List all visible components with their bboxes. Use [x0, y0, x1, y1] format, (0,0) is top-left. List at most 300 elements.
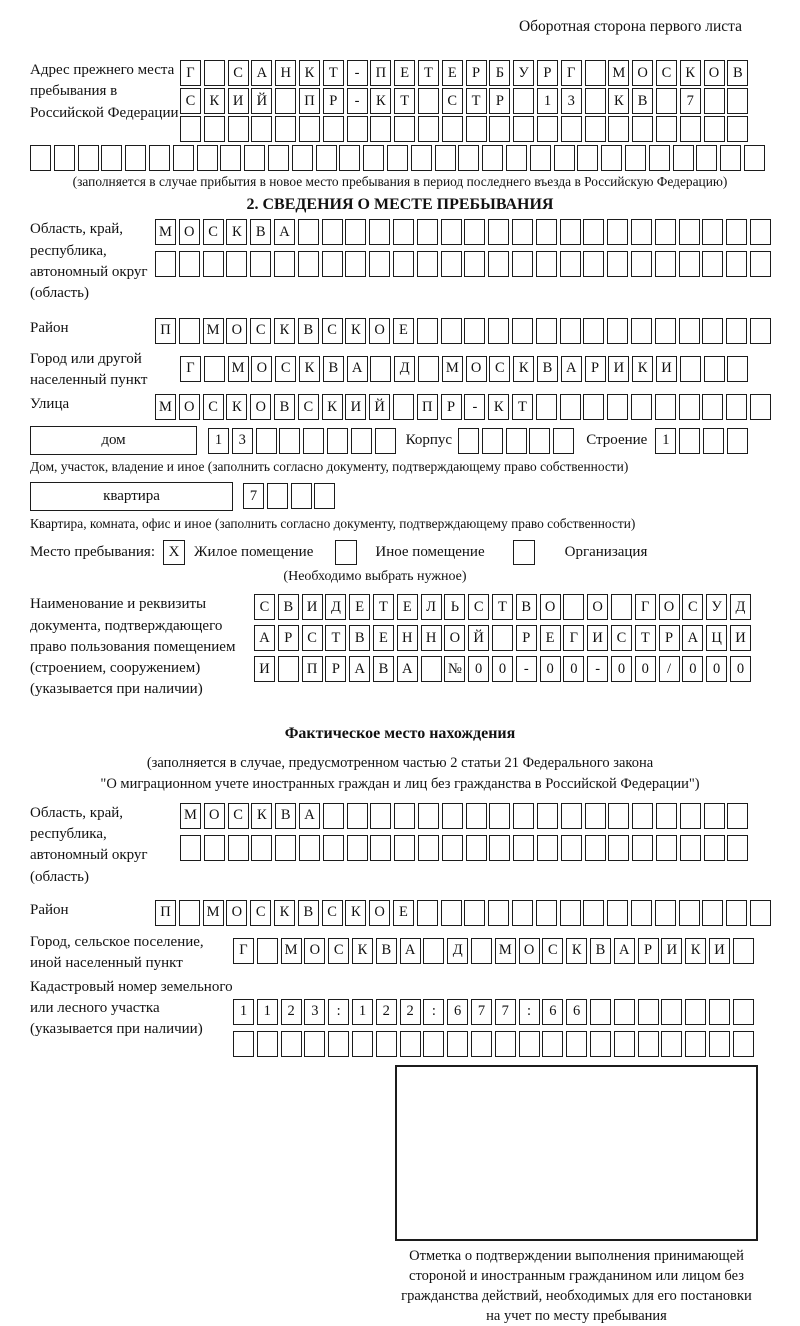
char-cell[interactable] [316, 145, 337, 171]
char-cell[interactable]: С [180, 88, 201, 114]
char-cell[interactable]: Р [466, 60, 487, 86]
char-cell[interactable] [590, 999, 611, 1025]
char-cell[interactable] [703, 428, 724, 454]
region-row-1[interactable] [155, 219, 771, 245]
char-cell[interactable]: 0 [611, 656, 632, 682]
char-cell[interactable]: С [228, 803, 249, 829]
residential-checkbox[interactable]: X [163, 540, 185, 565]
char-cell[interactable]: - [516, 656, 537, 682]
char-cell[interactable]: О [179, 394, 200, 420]
char-cell[interactable] [466, 835, 487, 861]
char-cell[interactable] [661, 1031, 682, 1057]
char-cell[interactable] [417, 251, 438, 277]
char-cell[interactable]: П [299, 88, 320, 114]
stroenie-row[interactable] [655, 428, 747, 454]
char-cell[interactable]: С [275, 356, 296, 382]
char-cell[interactable]: 7 [471, 999, 492, 1025]
char-cell[interactable]: - [464, 394, 485, 420]
char-cell[interactable] [614, 999, 635, 1025]
char-cell[interactable] [560, 900, 581, 926]
char-cell[interactable]: 1 [257, 999, 278, 1025]
char-cell[interactable] [495, 1031, 516, 1057]
char-cell[interactable] [607, 900, 628, 926]
char-cell[interactable]: С [468, 594, 489, 620]
char-cell[interactable]: Н [275, 60, 296, 86]
char-cell[interactable] [442, 835, 463, 861]
char-cell[interactable]: О [204, 803, 225, 829]
char-cell[interactable] [400, 1031, 421, 1057]
char-cell[interactable]: 0 [492, 656, 513, 682]
char-cell[interactable] [275, 88, 296, 114]
char-cell[interactable] [204, 116, 225, 142]
char-cell[interactable] [744, 145, 765, 171]
char-cell[interactable] [421, 656, 442, 682]
char-cell[interactable] [726, 251, 747, 277]
char-cell[interactable]: : [423, 999, 444, 1025]
char-cell[interactable] [631, 394, 652, 420]
char-cell[interactable] [655, 251, 676, 277]
char-cell[interactable]: Д [325, 594, 346, 620]
char-cell[interactable] [418, 803, 439, 829]
char-cell[interactable] [512, 251, 533, 277]
char-cell[interactable] [155, 251, 176, 277]
char-cell[interactable]: Е [393, 318, 414, 344]
char-cell[interactable] [655, 219, 676, 245]
char-cell[interactable] [513, 803, 534, 829]
char-cell[interactable] [464, 219, 485, 245]
char-cell[interactable] [471, 1031, 492, 1057]
actual-city-row[interactable] [233, 938, 754, 964]
char-cell[interactable] [727, 428, 748, 454]
char-cell[interactable] [387, 145, 408, 171]
char-cell[interactable]: 0 [563, 656, 584, 682]
char-cell[interactable] [375, 428, 396, 454]
char-cell[interactable] [583, 318, 604, 344]
district-row[interactable] [155, 318, 771, 344]
char-cell[interactable]: Т [418, 60, 439, 86]
char-cell[interactable]: В [727, 60, 748, 86]
char-cell[interactable] [251, 116, 272, 142]
char-cell[interactable] [393, 251, 414, 277]
char-cell[interactable] [655, 394, 676, 420]
char-cell[interactable] [345, 251, 366, 277]
char-cell[interactable] [513, 835, 534, 861]
char-cell[interactable] [750, 900, 771, 926]
char-cell[interactable] [347, 803, 368, 829]
char-cell[interactable]: - [587, 656, 608, 682]
char-cell[interactable] [323, 116, 344, 142]
char-cell[interactable] [423, 938, 444, 964]
char-cell[interactable]: : [519, 999, 540, 1025]
char-cell[interactable]: И [345, 394, 366, 420]
char-cell[interactable]: Д [730, 594, 751, 620]
char-cell[interactable]: А [347, 356, 368, 382]
char-cell[interactable]: С [682, 594, 703, 620]
char-cell[interactable]: 1 [352, 999, 373, 1025]
char-cell[interactable] [608, 116, 629, 142]
char-cell[interactable]: С [489, 356, 510, 382]
char-cell[interactable] [750, 318, 771, 344]
char-cell[interactable] [441, 318, 462, 344]
char-cell[interactable]: Т [394, 88, 415, 114]
char-cell[interactable]: К [345, 900, 366, 926]
char-cell[interactable]: М [155, 394, 176, 420]
char-cell[interactable]: Р [659, 625, 680, 651]
char-cell[interactable]: 6 [542, 999, 563, 1025]
char-cell[interactable] [322, 219, 343, 245]
char-cell[interactable] [537, 116, 558, 142]
char-cell[interactable] [226, 251, 247, 277]
other-premises-checkbox[interactable] [335, 540, 357, 565]
char-cell[interactable] [537, 835, 558, 861]
char-cell[interactable]: Л [421, 594, 442, 620]
char-cell[interactable] [536, 394, 557, 420]
char-cell[interactable]: И [656, 356, 677, 382]
char-cell[interactable] [298, 219, 319, 245]
cadastral-row-2[interactable] [233, 1031, 754, 1057]
char-cell[interactable]: 2 [376, 999, 397, 1025]
char-cell[interactable]: К [632, 356, 653, 382]
char-cell[interactable]: Т [512, 394, 533, 420]
char-cell[interactable] [506, 145, 527, 171]
char-cell[interactable] [560, 219, 581, 245]
char-cell[interactable]: К [345, 318, 366, 344]
char-cell[interactable] [563, 594, 584, 620]
char-cell[interactable] [347, 116, 368, 142]
char-cell[interactable] [512, 219, 533, 245]
char-cell[interactable]: О [466, 356, 487, 382]
char-cell[interactable]: М [608, 60, 629, 86]
char-cell[interactable] [482, 145, 503, 171]
char-cell[interactable]: Д [447, 938, 468, 964]
char-cell[interactable] [750, 394, 771, 420]
char-cell[interactable] [506, 428, 527, 454]
char-cell[interactable] [727, 803, 748, 829]
char-cell[interactable]: В [298, 318, 319, 344]
char-cell[interactable]: 3 [232, 428, 253, 454]
char-cell[interactable] [299, 835, 320, 861]
char-cell[interactable]: Н [397, 625, 418, 651]
char-cell[interactable] [585, 803, 606, 829]
char-cell[interactable] [560, 251, 581, 277]
char-cell[interactable] [492, 625, 513, 651]
char-cell[interactable]: Н [421, 625, 442, 651]
char-cell[interactable] [583, 394, 604, 420]
char-cell[interactable]: 6 [566, 999, 587, 1025]
prev-address-row-2[interactable] [180, 88, 748, 114]
char-cell[interactable]: А [397, 656, 418, 682]
char-cell[interactable] [608, 835, 629, 861]
char-cell[interactable] [727, 356, 748, 382]
char-cell[interactable] [423, 1031, 444, 1057]
char-cell[interactable] [607, 219, 628, 245]
char-cell[interactable]: Е [373, 625, 394, 651]
char-cell[interactable]: У [513, 60, 534, 86]
char-cell[interactable] [608, 803, 629, 829]
char-cell[interactable]: К [251, 803, 272, 829]
char-cell[interactable] [369, 251, 390, 277]
char-cell[interactable] [417, 900, 438, 926]
char-cell[interactable] [679, 900, 700, 926]
char-cell[interactable] [339, 145, 360, 171]
char-cell[interactable] [685, 999, 706, 1025]
char-cell[interactable]: М [228, 356, 249, 382]
char-cell[interactable] [180, 835, 201, 861]
char-cell[interactable] [292, 145, 313, 171]
char-cell[interactable]: О [587, 594, 608, 620]
char-cell[interactable]: Й [251, 88, 272, 114]
char-cell[interactable] [370, 835, 391, 861]
korpus-row[interactable] [458, 428, 574, 454]
char-cell[interactable]: К [566, 938, 587, 964]
char-cell[interactable]: 7 [495, 999, 516, 1025]
char-cell[interactable] [228, 835, 249, 861]
char-cell[interactable] [536, 900, 557, 926]
char-cell[interactable] [179, 251, 200, 277]
char-cell[interactable] [631, 219, 652, 245]
char-cell[interactable] [488, 219, 509, 245]
region-row-2[interactable] [155, 251, 771, 277]
char-cell[interactable]: Е [540, 625, 561, 651]
actual-district-row[interactable] [155, 900, 771, 926]
char-cell[interactable]: В [275, 803, 296, 829]
char-cell[interactable]: О [659, 594, 680, 620]
char-cell[interactable] [727, 116, 748, 142]
char-cell[interactable]: Р [323, 88, 344, 114]
char-cell[interactable] [585, 60, 606, 86]
char-cell[interactable] [536, 318, 557, 344]
house-number-row[interactable] [208, 428, 396, 454]
char-cell[interactable] [638, 1031, 659, 1057]
char-cell[interactable]: В [632, 88, 653, 114]
char-cell[interactable] [702, 219, 723, 245]
char-cell[interactable] [649, 145, 670, 171]
char-cell[interactable] [173, 145, 194, 171]
char-cell[interactable]: 1 [208, 428, 229, 454]
char-cell[interactable] [583, 251, 604, 277]
char-cell[interactable]: И [254, 656, 275, 682]
char-cell[interactable]: К [204, 88, 225, 114]
document-row-3[interactable] [254, 656, 751, 682]
char-cell[interactable]: М [442, 356, 463, 382]
char-cell[interactable]: О [226, 318, 247, 344]
char-cell[interactable] [679, 219, 700, 245]
char-cell[interactable]: С [203, 219, 224, 245]
char-cell[interactable]: В [373, 656, 394, 682]
char-cell[interactable]: № [444, 656, 465, 682]
char-cell[interactable]: Р [441, 394, 462, 420]
char-cell[interactable]: В [298, 900, 319, 926]
char-cell[interactable] [585, 835, 606, 861]
char-cell[interactable]: Т [466, 88, 487, 114]
char-cell[interactable]: И [228, 88, 249, 114]
char-cell[interactable]: С [611, 625, 632, 651]
char-cell[interactable] [679, 428, 700, 454]
char-cell[interactable]: С [322, 318, 343, 344]
char-cell[interactable] [125, 145, 146, 171]
char-cell[interactable] [733, 938, 754, 964]
char-cell[interactable]: : [328, 999, 349, 1025]
char-cell[interactable] [323, 803, 344, 829]
char-cell[interactable] [489, 116, 510, 142]
char-cell[interactable] [632, 116, 653, 142]
char-cell[interactable] [488, 900, 509, 926]
char-cell[interactable] [680, 803, 701, 829]
char-cell[interactable]: 2 [400, 999, 421, 1025]
house-type-box[interactable]: дом [30, 426, 197, 455]
char-cell[interactable]: С [656, 60, 677, 86]
char-cell[interactable]: 0 [682, 656, 703, 682]
char-cell[interactable]: - [347, 60, 368, 86]
char-cell[interactable]: Г [635, 594, 656, 620]
char-cell[interactable] [464, 318, 485, 344]
char-cell[interactable] [638, 999, 659, 1025]
char-cell[interactable]: 7 [243, 483, 264, 509]
char-cell[interactable]: М [203, 900, 224, 926]
char-cell[interactable]: 0 [468, 656, 489, 682]
document-row-1[interactable] [254, 594, 751, 620]
char-cell[interactable]: С [298, 394, 319, 420]
char-cell[interactable] [393, 219, 414, 245]
char-cell[interactable] [655, 318, 676, 344]
organization-checkbox[interactable] [513, 540, 535, 565]
char-cell[interactable] [78, 145, 99, 171]
char-cell[interactable]: Е [397, 594, 418, 620]
char-cell[interactable] [471, 938, 492, 964]
char-cell[interactable] [702, 900, 723, 926]
char-cell[interactable]: Ь [444, 594, 465, 620]
char-cell[interactable] [704, 356, 725, 382]
char-cell[interactable]: К [680, 60, 701, 86]
char-cell[interactable]: А [254, 625, 275, 651]
char-cell[interactable]: Е [394, 60, 415, 86]
char-cell[interactable] [583, 900, 604, 926]
char-cell[interactable] [601, 145, 622, 171]
char-cell[interactable]: 7 [680, 88, 701, 114]
char-cell[interactable]: Г [233, 938, 254, 964]
char-cell[interactable] [726, 219, 747, 245]
char-cell[interactable]: И [730, 625, 751, 651]
char-cell[interactable] [363, 145, 384, 171]
char-cell[interactable]: К [488, 394, 509, 420]
char-cell[interactable]: И [709, 938, 730, 964]
char-cell[interactable] [464, 900, 485, 926]
char-cell[interactable]: В [376, 938, 397, 964]
char-cell[interactable]: А [349, 656, 370, 682]
char-cell[interactable]: А [400, 938, 421, 964]
char-cell[interactable] [709, 999, 730, 1025]
char-cell[interactable] [726, 318, 747, 344]
char-cell[interactable] [204, 835, 225, 861]
char-cell[interactable] [204, 356, 225, 382]
char-cell[interactable] [244, 145, 265, 171]
char-cell[interactable] [101, 145, 122, 171]
char-cell[interactable]: О [250, 394, 271, 420]
char-cell[interactable] [590, 1031, 611, 1057]
actual-region-row-1[interactable] [180, 803, 748, 829]
char-cell[interactable]: П [302, 656, 323, 682]
char-cell[interactable] [679, 251, 700, 277]
char-cell[interactable] [529, 428, 550, 454]
char-cell[interactable]: О [369, 318, 390, 344]
char-cell[interactable] [537, 803, 558, 829]
char-cell[interactable] [279, 428, 300, 454]
char-cell[interactable] [680, 835, 701, 861]
char-cell[interactable]: 0 [730, 656, 751, 682]
char-cell[interactable] [197, 145, 218, 171]
char-cell[interactable]: К [274, 318, 295, 344]
char-cell[interactable] [583, 219, 604, 245]
char-cell[interactable] [299, 116, 320, 142]
char-cell[interactable] [327, 428, 348, 454]
char-cell[interactable] [727, 835, 748, 861]
char-cell[interactable] [347, 835, 368, 861]
char-cell[interactable] [298, 251, 319, 277]
char-cell[interactable] [418, 835, 439, 861]
prev-address-row-4[interactable] [30, 145, 770, 171]
char-cell[interactable] [585, 116, 606, 142]
char-cell[interactable] [632, 835, 653, 861]
char-cell[interactable] [519, 1031, 540, 1057]
char-cell[interactable]: С [328, 938, 349, 964]
char-cell[interactable] [257, 1031, 278, 1057]
char-cell[interactable] [442, 116, 463, 142]
char-cell[interactable]: Т [492, 594, 513, 620]
char-cell[interactable] [466, 803, 487, 829]
char-cell[interactable]: 1 [233, 999, 254, 1025]
char-cell[interactable]: П [155, 318, 176, 344]
char-cell[interactable] [257, 938, 278, 964]
char-cell[interactable] [204, 60, 225, 86]
char-cell[interactable]: О [179, 219, 200, 245]
char-cell[interactable] [278, 656, 299, 682]
char-cell[interactable] [418, 356, 439, 382]
char-cell[interactable]: 3 [304, 999, 325, 1025]
char-cell[interactable]: Ц [706, 625, 727, 651]
char-cell[interactable] [466, 116, 487, 142]
char-cell[interactable]: В [250, 219, 271, 245]
char-cell[interactable]: 3 [561, 88, 582, 114]
char-cell[interactable] [482, 428, 503, 454]
char-cell[interactable]: М [281, 938, 302, 964]
char-cell[interactable] [179, 900, 200, 926]
char-cell[interactable] [30, 145, 51, 171]
char-cell[interactable] [418, 116, 439, 142]
char-cell[interactable]: Т [373, 594, 394, 620]
char-cell[interactable] [323, 835, 344, 861]
char-cell[interactable] [447, 1031, 468, 1057]
char-cell[interactable]: П [370, 60, 391, 86]
char-cell[interactable] [733, 1031, 754, 1057]
char-cell[interactable] [268, 145, 289, 171]
char-cell[interactable]: И [608, 356, 629, 382]
char-cell[interactable] [560, 394, 581, 420]
char-cell[interactable]: Т [323, 60, 344, 86]
char-cell[interactable]: М [155, 219, 176, 245]
char-cell[interactable] [661, 999, 682, 1025]
char-cell[interactable] [512, 318, 533, 344]
char-cell[interactable]: К [226, 394, 247, 420]
char-cell[interactable] [513, 116, 534, 142]
char-cell[interactable] [585, 88, 606, 114]
char-cell[interactable]: Й [369, 394, 390, 420]
char-cell[interactable] [750, 251, 771, 277]
char-cell[interactable] [314, 483, 335, 509]
char-cell[interactable] [458, 145, 479, 171]
char-cell[interactable] [536, 251, 557, 277]
char-cell[interactable]: 6 [447, 999, 468, 1025]
char-cell[interactable]: Е [393, 900, 414, 926]
